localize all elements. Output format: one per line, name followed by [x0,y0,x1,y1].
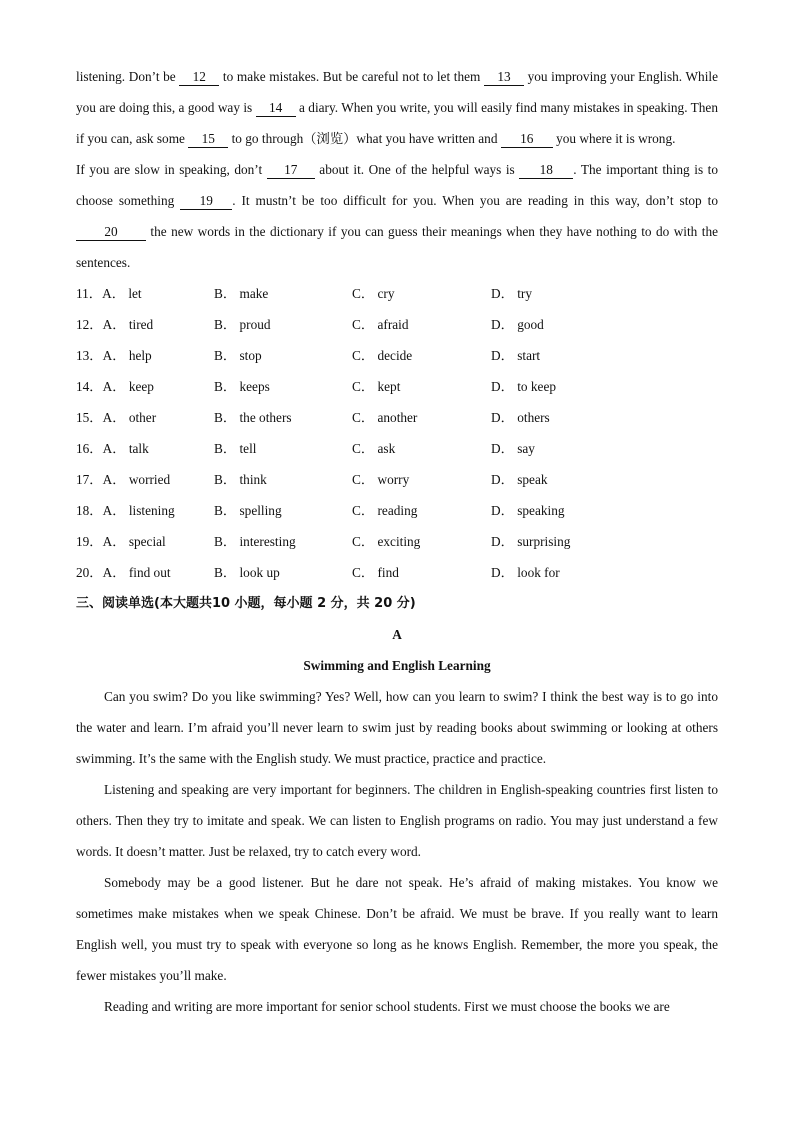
option-b: B． make [214,286,269,301]
blank-14: 14 [256,100,296,117]
cloze-text: listening. Don’t be [76,69,180,84]
option-a [76,433,214,464]
option-c: C． exciting [352,534,421,549]
option-a-text: A． help [102,348,152,363]
option-b: B． stop [214,348,262,363]
option-d: D． to keep [491,379,556,394]
option-a [76,402,214,433]
question-number: 17． [76,472,103,487]
cloze-paragraph-1 [76,61,718,154]
option-d: D． say [491,441,535,456]
option-b: B． keeps [214,379,270,394]
question-number: 20． [76,565,103,580]
option-d: D． surprising [491,534,571,549]
question-row-15 [76,402,718,433]
cloze-text: you where it is wrong. [552,131,676,146]
question-number: 19． [76,534,103,549]
option-c: C． decide [352,348,413,363]
cloze-paragraph-2 [76,154,718,278]
blank-19: 19 [180,193,232,210]
question-number: 18． [76,503,103,518]
cloze-text: If you are slow in speaking, don’t [76,162,267,177]
passage-paragraph-4: Reading and writing are more important for senior school students. First we must choose the books we are [104,999,670,1014]
cloze-text: . The important thing is to choose something [76,162,719,208]
option-d: D． speaking [491,503,565,518]
option-d: D． look for [491,565,560,580]
option-a [76,557,214,588]
option-c: C． ask [352,441,396,456]
question-row-13 [76,340,718,371]
option-c: C． find [352,565,399,580]
question-row-18 [76,495,718,526]
option-a [76,464,214,495]
question-number: 13． [76,348,103,363]
question-number: 16． [76,441,103,456]
option-b: B． the others [214,410,292,425]
option-c: C． reading [352,503,418,518]
cloze-text: . It mustn’t be too difficult for you. When you are reading in this way, don’t stop to [232,193,718,208]
option-a [76,495,214,526]
passage-title: Swimming and English Learning [303,658,491,673]
question-number: 11． [76,286,103,301]
option-b: B． look up [214,565,280,580]
option-a [76,340,214,371]
question-row-19 [76,526,718,557]
passage-paragraph-1: Can you swim? Do you like swimming? Yes? Well, how can you learn to swim? I think the best way is to go into the water and learn. I’m afraid you’ll never learn to swim just by reading books about swimming or looking at others swimming. It’s the same with the English study. We must practice, practice and practice. [76,689,718,766]
option-b: B． proud [214,317,271,332]
cloze-text: you improving your English. While you are doing this, a good way is [76,69,718,115]
cloze-text: the new words in the dictionary if you can guess their meanings when they have nothing to do with the sentences. [76,224,718,270]
cloze-text: to make mistakes. But be careful not to let them [219,69,484,84]
blank-15: 15 [188,131,228,148]
option-a-text: A． worried [102,472,171,487]
option-a-text: A． listening [102,503,175,518]
option-c: C． another [352,410,418,425]
option-c: C． afraid [352,317,409,332]
question-row-14 [76,371,718,402]
passage-paragraph-3: Somebody may be a good listener. But he dare not speak. He’s afraid of making mistakes. You know we sometimes make mistakes when we speak Chinese. Don’t be afraid. We must be brave. If you really want to learn English well, you must try to speak with everyone so long as he knows English. Remember, the more you speak, the fewer mistakes you’ll make. [76,875,718,983]
blank-13: 13 [484,69,524,86]
cloze-text: to go through（浏览）what you have written and [228,131,501,146]
option-d: D． good [491,317,544,332]
options-list [76,278,718,588]
option-a [76,371,214,402]
option-a-text: A． other [102,410,157,425]
question-row-20 [76,557,718,588]
cloze-text: about it. One of the helpful ways is [314,162,520,177]
passage-paragraph-2: Listening and speaking are very important for beginners. The children in English-speaking countries first listen to others. Then they try to imitate and speak. We can listen to English programs on radio. You may just understand a few words. It doesn’t matter. Just be relaxed, try to catch every word. [76,782,718,859]
question-number: 12． [76,317,103,332]
option-a-text: A． special [102,534,166,549]
passage-label: A [392,627,402,642]
option-c: C． cry [352,286,395,301]
question-row-11 [76,278,718,309]
blank-16: 16 [501,131,553,148]
blank-18: 18 [519,162,573,179]
option-a [76,309,214,340]
question-number: 14． [76,379,103,394]
option-a-text: A． talk [102,441,149,456]
question-number: 15． [76,410,103,425]
section-heading: 三、阅读单选(本大题共10 小题，每小题 2 分，共 20 分) [76,596,416,611]
question-row-17 [76,464,718,495]
option-d: D． try [491,286,532,301]
option-a-text: A． find out [102,565,171,580]
option-b: B． think [214,472,267,487]
document-body [76,61,718,1022]
question-row-16 [76,433,718,464]
option-c: C． kept [352,379,401,394]
blank-12: 12 [179,69,219,86]
option-d: D． speak [491,472,548,487]
blank-17: 17 [267,162,315,179]
option-a-text: A． tired [102,317,154,332]
question-row-12 [76,309,718,340]
option-a-text: A． keep [102,379,154,394]
option-b: B． spelling [214,503,282,518]
cloze-text: a diary. When you write, you will easily find many mistakes in speaking. Then if you can, ask some [76,100,718,146]
option-a [76,526,214,557]
blank-20: 20 [76,224,146,241]
option-c: C． worry [352,472,410,487]
option-a [76,278,214,309]
option-b: B． tell [214,441,257,456]
option-a-text: A． let [102,286,142,301]
option-d: D． start [491,348,541,363]
option-b: B． interesting [214,534,296,549]
option-d: D． others [491,410,550,425]
